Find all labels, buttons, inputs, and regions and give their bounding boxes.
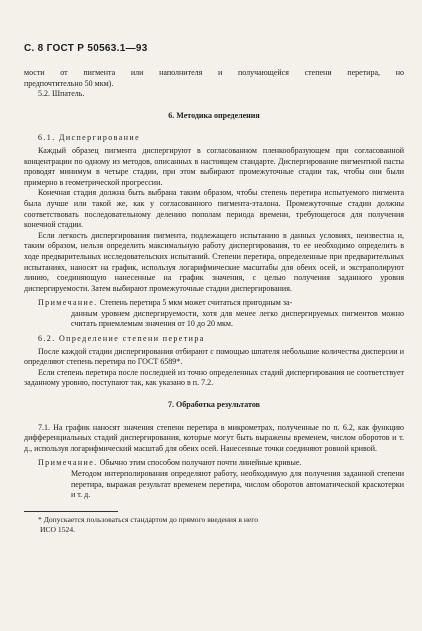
- note-text-first: Обычно этим способом получают почти линейные кривые.: [99, 458, 302, 468]
- note-text-first: Степень перетира 5 мкм может считаться пригодным за-: [99, 298, 293, 308]
- intro-line-1: мости от пигмента или наполнителя и получающейся степени перетира, но: [24, 68, 404, 77]
- paragraph-6-1-b: Конечная стадия должна быть выбрана таким образом, чтобы степень перетира испытуемого пигмента была лучше или такой же, как у согласованного пигмента-эталона. Промежуточные стадии должны соответствовать последовательному делению пополам периода времени, требующегося для получения конечной стадии.: [24, 188, 404, 230]
- intro-line-2: предпочтительно 50 мкм).: [24, 78, 114, 88]
- subsection-6-1-title: 6.1. Диспергирование: [38, 133, 141, 143]
- paragraph-6-2-b: Если степень перетира после последней из точно определенных стадий диспергирования не соответствует заданному уровню, поступают так, как указано в п. 7.2.: [24, 367, 404, 388]
- note-label: Примечание.: [38, 298, 98, 308]
- subsection-6-2-title: 6.2. Определение степени перетира: [38, 334, 205, 344]
- note-7-1: [24, 458, 404, 500]
- section-7-title: 7. Обработка результатов: [168, 400, 260, 410]
- footnote-divider: [24, 511, 118, 512]
- paragraph-7-1: 7.1. На график наносят значения степени перетира в микрометрах, полученные по п. 6.2, как функцию дифференциальных стадий диспергирования, которые могут быть выражены временем, числом оборотов и т. д., используя логарифмический масштаб для обеих осей. Нанесенные точки соединяют ровной кривой.: [24, 422, 404, 453]
- note-6-1: [24, 298, 404, 330]
- page-body: [24, 68, 404, 535]
- paragraph-6-1-c: Если легкость диспергирования пигмента, подлежащего испытанию в данных условиях, неизвестна и, таким образом, нельзя определить максимальную работу диспергирования, то ее необходимо определить в ходе предварительных исследовательских испытаний. Степени перетира, определенные при предварительных испытаниях, наносят на график, используя логарифмические масштабы для обеих осей, и экстраполируют линию, соединяющую нанесенные на график значения, с целью получения заданного уровня диспергируемости. Затем выбирают промежуточные стадии диспергирования.: [24, 230, 404, 293]
- footnote-line-2: ИСО 1524.: [40, 524, 76, 534]
- paragraph-6-1-a: Каждый образец пигмента диспергируют в согласованном пленкообразующем при согласованной концентрации по одному из методов, описанных в настоящем стандарте. Диспергирование пигментной пасты проводят минимум в четыре стадии, при этом выбирают промежуточные стадии так, чтобы они были примерно в геометрической прогрессии.: [24, 145, 404, 187]
- page-header: С. 8 ГОСТ Р 50563.1—93: [24, 43, 148, 54]
- note-label: Примечание.: [38, 458, 98, 468]
- footnote-line-1: * Допускается пользоваться стандартом до прямого введения в него: [38, 514, 259, 524]
- note-text-rest: данным уровнем диспергируемости, хотя для менее легко диспергируемых пигментов можно считать приемлемым значения от 10 до 20 мкм.: [71, 308, 404, 329]
- item-5-2: 5.2. Шпатель.: [38, 89, 85, 99]
- section-6-title: 6. Методика определения: [168, 110, 260, 120]
- note-text-rest: Методом интерполирования определяют работу, необходимую для получения заданной степени перетира, выражая результат временем перетира, числом оборотов автоматической краскотерки и т. д.: [71, 469, 404, 500]
- paragraph-6-2-a: После каждой стадии диспергирования отбирают с помощью шпателя небольшие количества дисперсии и определяют степень перетира по ГОСТ 6589*.: [24, 346, 404, 367]
